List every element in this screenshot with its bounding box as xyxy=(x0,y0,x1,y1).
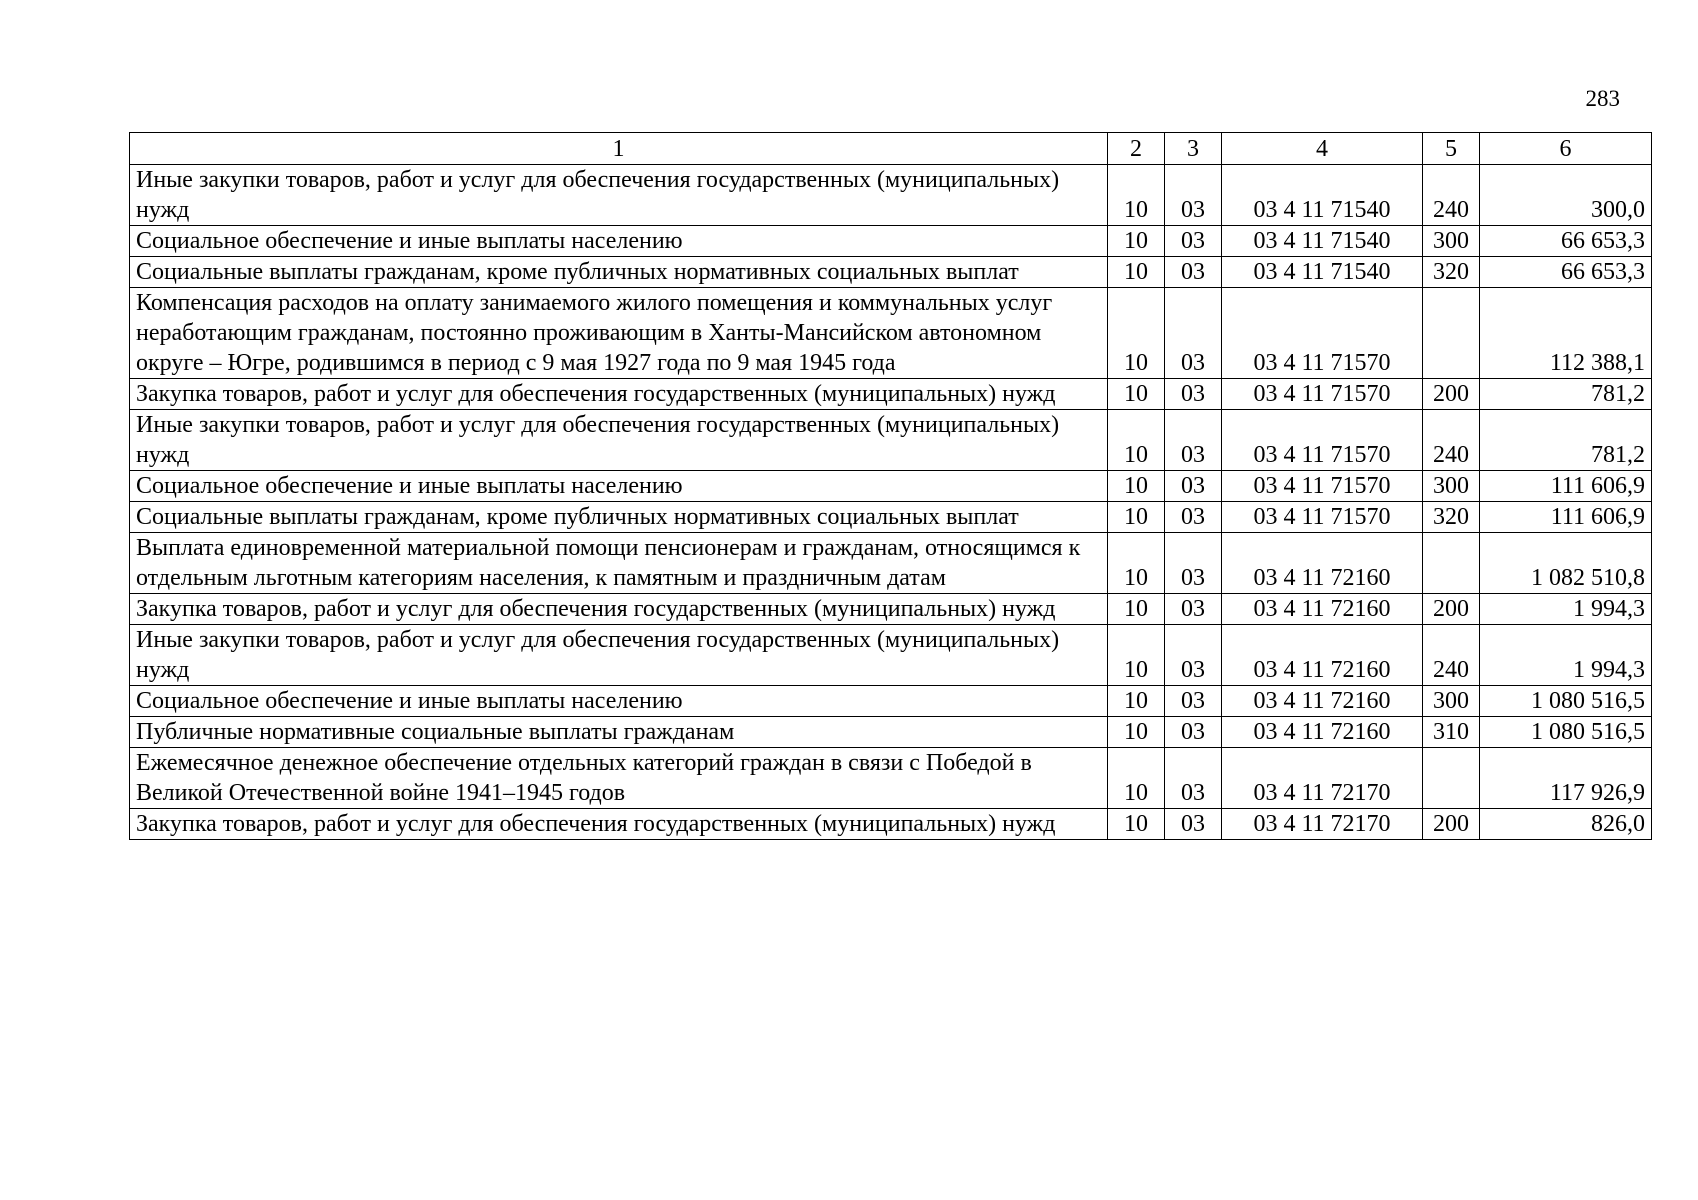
amount-cell: 781,2 xyxy=(1480,379,1652,410)
section-cell: 10 xyxy=(1108,809,1165,840)
target-article-cell: 03 4 11 72170 xyxy=(1222,809,1423,840)
section-cell: 10 xyxy=(1108,257,1165,288)
target-article-cell: 03 4 11 71540 xyxy=(1222,226,1423,257)
row-name-cell: Социальное обеспечение и иные выплаты населению xyxy=(130,686,1108,717)
amount-cell: 1 080 516,5 xyxy=(1480,717,1652,748)
amount-cell: 66 653,3 xyxy=(1480,257,1652,288)
expense-type-cell xyxy=(1423,288,1480,379)
expense-type-cell: 240 xyxy=(1423,625,1480,686)
row-name-cell: Закупка товаров, работ и услуг для обеспечения государственных (муниципальных) нужд xyxy=(130,379,1108,410)
page-number: 283 xyxy=(1585,86,1620,111)
table-row xyxy=(130,502,1652,533)
budget-table xyxy=(129,132,1652,840)
target-article-cell: 03 4 11 72170 xyxy=(1222,748,1423,809)
row-name-cell: Компенсация расходов на оплату занимаемого жилого помещения и коммунальных услуг неработающим гражданам, постоянно проживающим в Ханты-Мансийском автономном округе – Югре, родившимся в период с 9 мая 1927 года по 9 мая 1945 года xyxy=(130,288,1108,379)
row-name-cell: Закупка товаров, работ и услуг для обеспечения государственных (муниципальных) нужд xyxy=(130,809,1108,840)
table-row xyxy=(130,748,1652,809)
expense-type-cell: 200 xyxy=(1423,594,1480,625)
target-article-cell: 03 4 11 72160 xyxy=(1222,717,1423,748)
expense-type-cell: 300 xyxy=(1423,226,1480,257)
amount-cell: 1 994,3 xyxy=(1480,625,1652,686)
expense-type-cell: 320 xyxy=(1423,502,1480,533)
subsection-cell: 03 xyxy=(1165,410,1222,471)
expense-type-cell: 320 xyxy=(1423,257,1480,288)
target-article-cell: 03 4 11 72160 xyxy=(1222,594,1423,625)
row-name-cell: Социальное обеспечение и иные выплаты населению xyxy=(130,226,1108,257)
amount-cell: 826,0 xyxy=(1480,809,1652,840)
target-article-cell: 03 4 11 71570 xyxy=(1222,379,1423,410)
header-col-1: 1 xyxy=(130,133,1108,165)
subsection-cell: 03 xyxy=(1165,288,1222,379)
subsection-cell: 03 xyxy=(1165,748,1222,809)
row-name-cell: Закупка товаров, работ и услуг для обеспечения государственных (муниципальных) нужд xyxy=(130,594,1108,625)
subsection-cell: 03 xyxy=(1165,533,1222,594)
table-row xyxy=(130,809,1652,840)
expense-type-cell: 300 xyxy=(1423,686,1480,717)
expense-type-cell: 240 xyxy=(1423,410,1480,471)
section-cell: 10 xyxy=(1108,226,1165,257)
header-col-4: 4 xyxy=(1222,133,1423,165)
table-row xyxy=(130,226,1652,257)
section-cell: 10 xyxy=(1108,748,1165,809)
subsection-cell: 03 xyxy=(1165,809,1222,840)
table-row xyxy=(130,594,1652,625)
table-row xyxy=(130,625,1652,686)
header-col-6: 6 xyxy=(1480,133,1652,165)
expense-type-cell xyxy=(1423,748,1480,809)
table-row xyxy=(130,165,1652,226)
section-cell: 10 xyxy=(1108,625,1165,686)
subsection-cell: 03 xyxy=(1165,257,1222,288)
amount-cell: 1 082 510,8 xyxy=(1480,533,1652,594)
amount-cell: 111 606,9 xyxy=(1480,471,1652,502)
subsection-cell: 03 xyxy=(1165,717,1222,748)
amount-cell: 781,2 xyxy=(1480,410,1652,471)
row-name-cell: Выплата единовременной материальной помощи пенсионерам и гражданам, относящимся к отдельным льготным категориям населения, к памятным и праздничным датам xyxy=(130,533,1108,594)
row-name-cell: Публичные нормативные социальные выплаты гражданам xyxy=(130,717,1108,748)
row-name-cell: Иные закупки товаров, работ и услуг для обеспечения государственных (муниципальных) нужд xyxy=(130,625,1108,686)
header-col-3: 3 xyxy=(1165,133,1222,165)
target-article-cell: 03 4 11 71540 xyxy=(1222,165,1423,226)
subsection-cell: 03 xyxy=(1165,625,1222,686)
section-cell: 10 xyxy=(1108,502,1165,533)
target-article-cell: 03 4 11 71570 xyxy=(1222,410,1423,471)
section-cell: 10 xyxy=(1108,410,1165,471)
section-cell: 10 xyxy=(1108,533,1165,594)
expense-type-cell xyxy=(1423,533,1480,594)
table-row xyxy=(130,379,1652,410)
subsection-cell: 03 xyxy=(1165,226,1222,257)
section-cell: 10 xyxy=(1108,717,1165,748)
subsection-cell: 03 xyxy=(1165,471,1222,502)
amount-cell: 1 080 516,5 xyxy=(1480,686,1652,717)
row-name-cell: Социальные выплаты гражданам, кроме публичных нормативных социальных выплат xyxy=(130,502,1108,533)
row-name-cell: Иные закупки товаров, работ и услуг для обеспечения государственных (муниципальных) нужд xyxy=(130,410,1108,471)
expense-type-cell: 200 xyxy=(1423,809,1480,840)
subsection-cell: 03 xyxy=(1165,165,1222,226)
table-row xyxy=(130,471,1652,502)
expense-type-cell: 300 xyxy=(1423,471,1480,502)
row-name-cell: Социальные выплаты гражданам, кроме публичных нормативных социальных выплат xyxy=(130,257,1108,288)
subsection-cell: 03 xyxy=(1165,594,1222,625)
amount-cell: 117 926,9 xyxy=(1480,748,1652,809)
section-cell: 10 xyxy=(1108,471,1165,502)
amount-cell: 1 994,3 xyxy=(1480,594,1652,625)
section-cell: 10 xyxy=(1108,379,1165,410)
section-cell: 10 xyxy=(1108,686,1165,717)
target-article-cell: 03 4 11 71570 xyxy=(1222,502,1423,533)
expense-type-cell: 310 xyxy=(1423,717,1480,748)
row-name-cell: Социальное обеспечение и иные выплаты населению xyxy=(130,471,1108,502)
expense-type-cell: 200 xyxy=(1423,379,1480,410)
section-cell: 10 xyxy=(1108,594,1165,625)
row-name-cell: Ежемесячное денежное обеспечение отдельных категорий граждан в связи с Победой в Великой Отечественной войне 1941–1945 годов xyxy=(130,748,1108,809)
subsection-cell: 03 xyxy=(1165,686,1222,717)
target-article-cell: 03 4 11 72160 xyxy=(1222,686,1423,717)
amount-cell: 300,0 xyxy=(1480,165,1652,226)
table-body xyxy=(130,165,1652,840)
target-article-cell: 03 4 11 71570 xyxy=(1222,471,1423,502)
subsection-cell: 03 xyxy=(1165,502,1222,533)
header-col-2: 2 xyxy=(1108,133,1165,165)
section-cell: 10 xyxy=(1108,165,1165,226)
table-row xyxy=(130,288,1652,379)
amount-cell: 111 606,9 xyxy=(1480,502,1652,533)
amount-cell: 112 388,1 xyxy=(1480,288,1652,379)
table-header-row xyxy=(130,133,1652,165)
target-article-cell: 03 4 11 71570 xyxy=(1222,288,1423,379)
target-article-cell: 03 4 11 71540 xyxy=(1222,257,1423,288)
table-row xyxy=(130,257,1652,288)
table-row xyxy=(130,410,1652,471)
section-cell: 10 xyxy=(1108,288,1165,379)
table-row xyxy=(130,686,1652,717)
target-article-cell: 03 4 11 72160 xyxy=(1222,625,1423,686)
amount-cell: 66 653,3 xyxy=(1480,226,1652,257)
row-name-cell: Иные закупки товаров, работ и услуг для обеспечения государственных (муниципальных) нужд xyxy=(130,165,1108,226)
subsection-cell: 03 xyxy=(1165,379,1222,410)
table-row xyxy=(130,533,1652,594)
header-col-5: 5 xyxy=(1423,133,1480,165)
expense-type-cell: 240 xyxy=(1423,165,1480,226)
target-article-cell: 03 4 11 72160 xyxy=(1222,533,1423,594)
table-row xyxy=(130,717,1652,748)
